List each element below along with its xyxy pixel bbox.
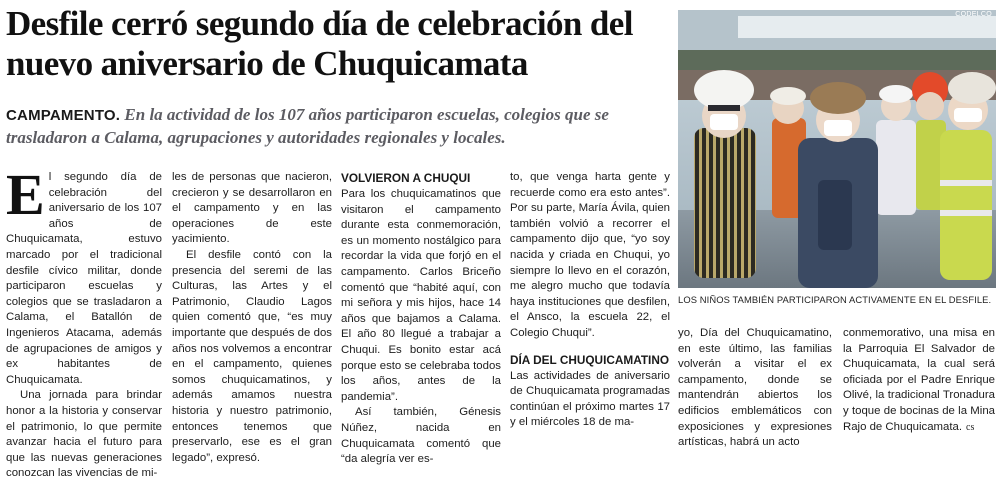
column-3 — [341, 170, 501, 468]
drop-cap: E — [6, 162, 45, 227]
column-1 — [6, 162, 162, 482]
paragraph: to, que venga harta gente y recuerde como era esto antes”. Por su parte, María Ávila, quien también volvió a recorrer el campamento dijo que, “yo soy nacida y criada en Chuqui, yo siempre lo llevo en el corazón, me alegro mucho que todavía haya instituciones que desfilen, el Ansco, la escuela 22, el Colegio Chuqui”. — [510, 171, 670, 339]
subhead-dia-chuquicamatino: DÍA DEL CHUQUICAMATINO — [510, 352, 670, 367]
paragraph: Las actividades de aniversario de Chuquicamata programadas continúan el próximo martes 17 y el miércoles 18 de ma- — [510, 369, 670, 429]
deck — [6, 104, 668, 149]
paragraph: Una jornada para brindar honor a la historia y conservar el patrimonio, lo que permite avanzar hacia el futuro para que las nuevas generaciones conozcan las vivencias de mi- — [6, 389, 162, 480]
paragraph: Así también, Génesis Núñez, nacida en Chuquicamata comentó que “da alegría ver es- — [341, 406, 501, 466]
paragraph: les de personas que nacieron, crecieron y se desarrollaron en el campamento y en las operaciones de este yacimiento. — [172, 171, 332, 246]
end-mark: cs — [966, 421, 975, 433]
column-5 — [678, 326, 832, 451]
headline: Desfile cerró segundo día de celebración del nuevo aniversario de Chuquicamata — [6, 4, 633, 83]
column-6 — [843, 326, 995, 435]
paragraph: yo, Día del Chuquicamatino, en este último, las familias volverán a visitar el ex campamento, donde se mantendrán abiertos los edificios emblemáticos con exposiciones y expresiones artísticas, habrá un acto — [678, 327, 832, 449]
parade-photo — [678, 10, 996, 288]
deck-text: En la actividad de los 107 años participaron escuelas, colegios que se trasladaron a Calama, agrupaciones y autoridades regionales y locales. — [6, 105, 609, 147]
paragraph: Para los chuquicamatinos que visitaron el campamento durante esta conmemoración, es un momento nostálgico para recordar la vida que forjó en el campamento. Carlos Briceño comentó que “habité aquí, con mi señora y mis hijos, hace 14 años que bajamos a Calama. El año 80 llegué a trabajar a Chuqui. Es bonito estar acá porque esto se celebraba todos los años, antes de la pandemia”. — [341, 188, 501, 403]
column-2 — [172, 170, 332, 466]
paragraph — [843, 326, 995, 435]
paragraph: El desfile contó con la presencia del seremi de las Culturas, las Artes y el Patrimonio, Claudio Lagos quien comentó que, “es muy importante que después de dos años nos volvemos a encontrar en el campamento, quienes somos chuquicamatinos, y además amamos nuestra historia y nuestro patrimonio, entonces tenemos que preservarlo, ese es el gran legado”, expresó. — [172, 248, 332, 464]
paragraph-text: conmemorativo, una misa en la Parroquia El Salvador de Chuquicamata, la cual será oficiada por el Padre Enrique Olivé, la tradicional Tronadura y toque de bocinas de la Mina Rajo de Chuquicamata. — [843, 327, 995, 433]
paragraph: l segundo día de celebración del aniversario de los 107 años de Chuquicamata, estuvo marcado por el tradicional desfile cívico militar, donde participaron escuelas y colegios que se trasladaron a Calama, el Batallón de Ingenieros Atacama, además de agrupaciones de amigos y ex habitantes de Chuquicamata. — [6, 171, 162, 386]
parade-photo-illustration — [678, 10, 996, 288]
kicker: CAMPAMENTO. — [6, 107, 121, 124]
column-4 — [510, 170, 670, 431]
subhead-volvieron: VOLVIERON A CHUQUI — [341, 171, 471, 185]
photo-caption: LOS NIÑOS TAMBIÉN PARTICIPARON ACTIVAMENTE EN EL DESFILE. — [678, 294, 992, 305]
photo-credit: CODELCO — [955, 11, 992, 18]
